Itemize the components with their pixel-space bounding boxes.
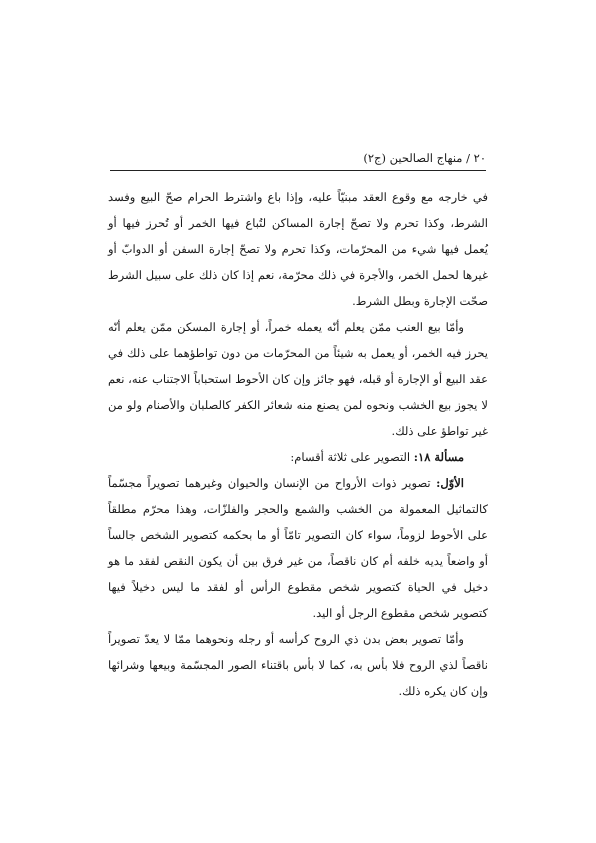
paragraph-text: وأمّا تصوير بعض بدن ذي الروح كرأسه أو رجله ونحوهما ممّا لا يعدّ تصويراً ناقصاً لذي الروح فلا بأس به، كما لا بأس باقتناء الصور المجسّمة وبيعها وشرائها وإن كان يكره ذلك. bbox=[108, 632, 488, 698]
paragraph-text: في خارجه مع وقوع العقد مبنيّاً عليه، وإذا باع واشترط الحرام صحّ البيع وفسد الشرط، وكذا تحرم ولا تصحّ إجارة المساكن لتُباع فيها الخمر أو تُحرز فيها أو يُعمل فيها شيء من المحرّمات، وكذا تحرم ولا تصحّ إجارة السفن أو الدوابّ أو غيرها لحمل الخمر، والأجرة في ذلك محرّمة، نعم إذا كان ذلك على سبيل الشرط صحّت الإجارة وبطل الشرط. bbox=[108, 190, 488, 308]
section-lead: الأوّل: bbox=[436, 476, 464, 490]
issue-number: مسألة ١٨: bbox=[413, 450, 464, 464]
main-text bbox=[108, 184, 488, 704]
paragraph-continuation bbox=[108, 184, 488, 314]
header-text: ٢٠ / منهاج الصالحين (ج٢) bbox=[363, 151, 486, 165]
paragraph-grape-sale bbox=[108, 314, 488, 444]
running-header bbox=[110, 150, 486, 171]
paragraph-text: التصوير على ثلاثة أقسام: bbox=[290, 450, 414, 464]
issue-18-heading bbox=[108, 444, 488, 470]
paragraph-text: وأمّا بيع العنب ممّن يعلم أنّه يعمله خمراً، أو إجارة المسكن ممّن يعلم أنّه يحرز فيه الخمر، أو يعمل به شيئاً من المحرّمات من دون تواطؤهما على ذلك في عقد البيع أو الإجارة أو قبله، فهو جائز وإن كان الأحوط استحباباً الاجتناب عنه، نعم لا يجوز بيع الخشب ونحوه لمن يصنع منه شعائر الكفر كالصلبان والأصنام ولو من غير تواطؤ على ذلك. bbox=[108, 320, 488, 438]
paragraph-partial-depiction bbox=[108, 626, 488, 704]
paragraph-first-type bbox=[108, 470, 488, 626]
paragraph-text: تصوير ذوات الأرواح من الإنسان والحيوان وغيرهما تصويراً مجسّماً كالتماثيل المعمولة من الخشب والشمع والحجر والفلزّات، وهذا محرّم مطلقاً على الأحوط لزوماً، سواء كان التصوير تامّاً أو ما بحكمه كتصوير الشخص جالساً أو واضعاً يديه خلفه أم كان ناقصاً، من غير فرق بين أن يكون النقص لفقد ما هو دخيل في الحياة كتصوير شخص مقطوع الرأس أو لفقد ما ليس دخيلاً فيها كتصوير شخص مقطوع الرجل أو اليد. bbox=[108, 476, 488, 620]
